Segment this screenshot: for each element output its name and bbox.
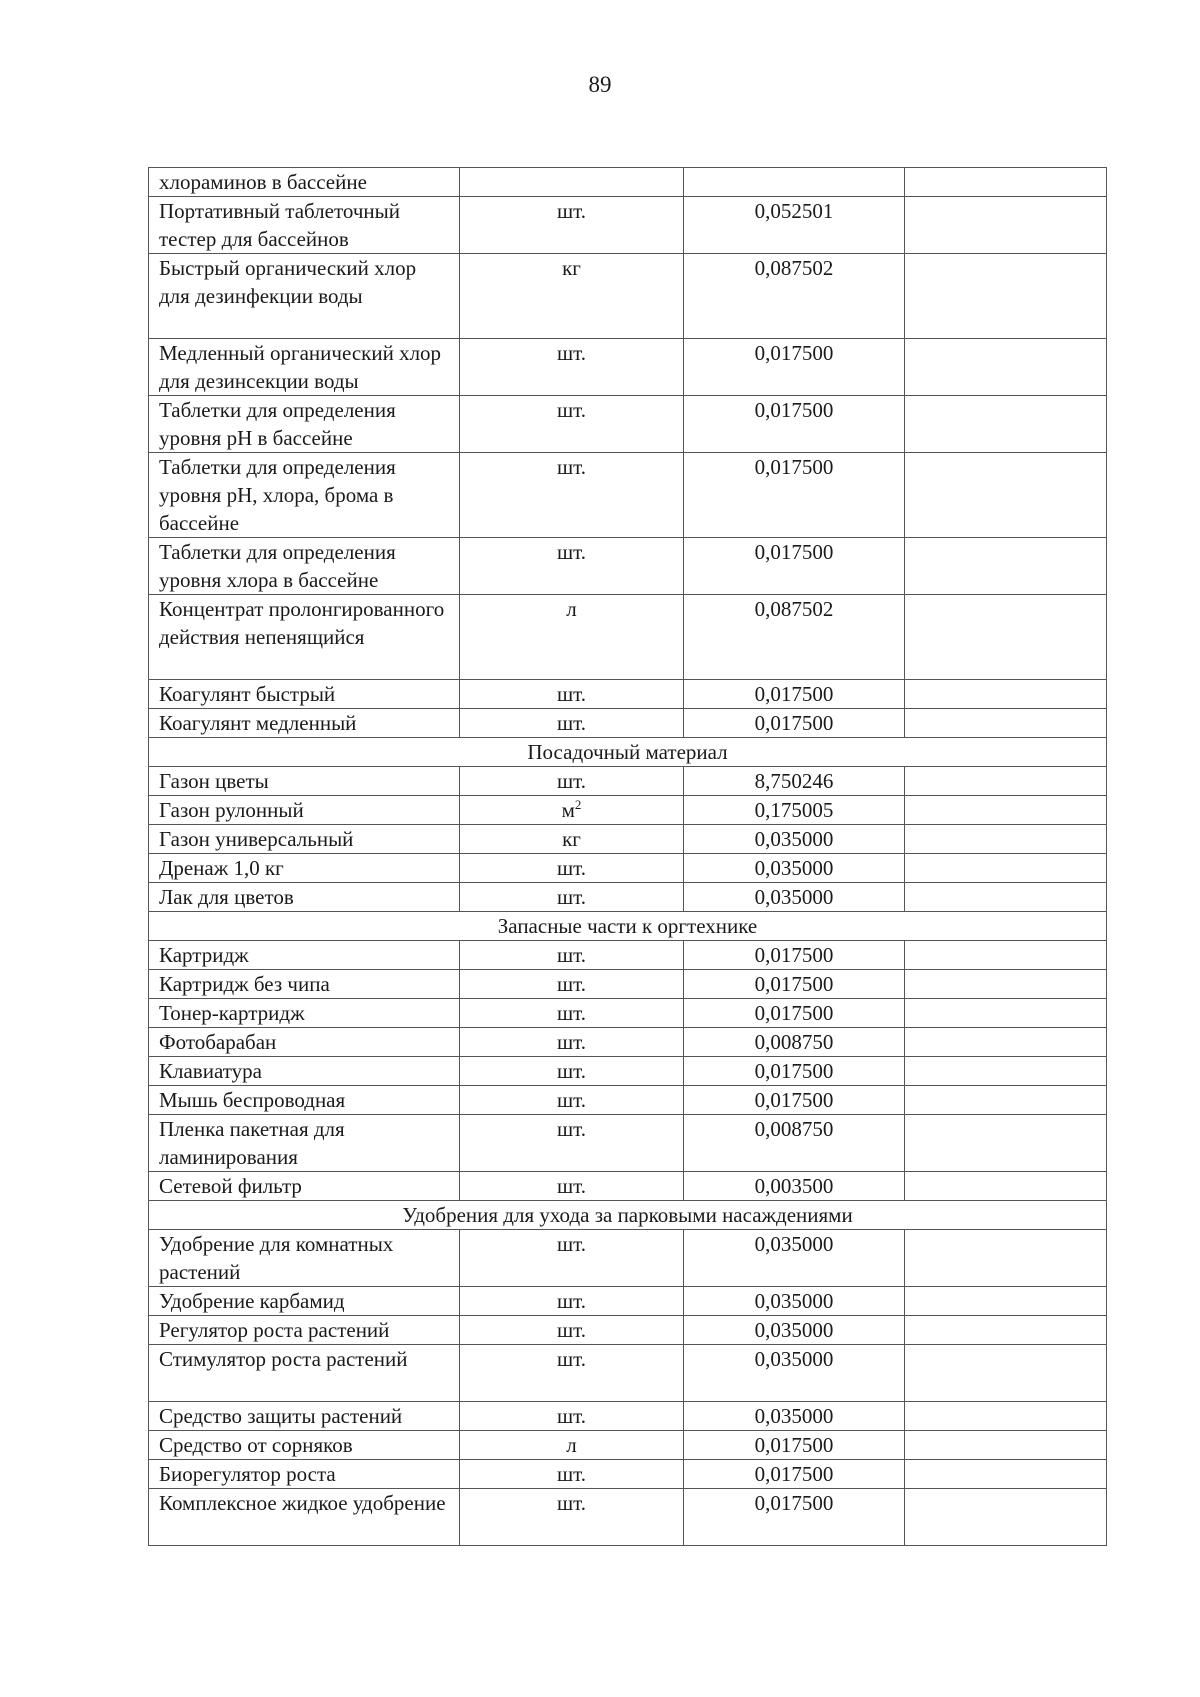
table-row xyxy=(149,796,1107,825)
table-row xyxy=(149,396,1107,453)
item-unit: шт. xyxy=(556,1001,587,1025)
section-header-row xyxy=(149,738,1107,767)
item-quantity: 0,017500 xyxy=(684,941,905,970)
table-row xyxy=(149,825,1107,854)
item-name: Удобрение для комнатных растений xyxy=(149,1230,460,1287)
item-name: Картридж xyxy=(149,941,460,970)
empty-cell xyxy=(905,1402,1107,1431)
table-row xyxy=(149,680,1107,709)
item-quantity: 0,017500 xyxy=(684,1086,905,1115)
item-name: Портативный таблеточный тестер для бассейнов xyxy=(149,197,460,254)
empty-cell xyxy=(905,1172,1107,1201)
table-row xyxy=(149,453,1107,538)
item-unit-cell xyxy=(460,1316,684,1345)
item-name: Сетевой фильтр xyxy=(149,1172,460,1201)
item-unit: шт. xyxy=(556,199,587,223)
item-quantity: 0,035000 xyxy=(684,1316,905,1345)
item-name: Картридж без чипа xyxy=(149,970,460,999)
item-name: Фотобарабан xyxy=(149,1028,460,1057)
item-unit: шт. xyxy=(556,856,587,880)
empty-cell xyxy=(905,1230,1107,1287)
empty-cell xyxy=(905,1460,1107,1489)
item-quantity: 0,035000 xyxy=(684,1345,905,1402)
table-row xyxy=(149,1345,1107,1402)
empty-cell xyxy=(905,999,1107,1028)
item-name: Лак для цветов xyxy=(149,883,460,912)
item-unit: шт. xyxy=(556,1318,587,1342)
item-name: Таблетки для определения уровня хлора в бассейне xyxy=(149,538,460,595)
item-name: Комплексное жидкое удобрение xyxy=(149,1489,460,1546)
table-row xyxy=(149,767,1107,796)
empty-cell xyxy=(905,538,1107,595)
empty-cell xyxy=(905,1115,1107,1172)
table-row xyxy=(149,999,1107,1028)
item-unit-cell xyxy=(460,709,684,738)
page-number: 89 xyxy=(588,72,612,97)
item-unit: шт. xyxy=(556,943,587,967)
empty-cell xyxy=(905,767,1107,796)
item-unit-cell xyxy=(460,197,684,254)
empty-cell xyxy=(905,595,1107,680)
item-quantity: 0,003500 xyxy=(684,1172,905,1201)
empty-cell xyxy=(905,1316,1107,1345)
table-row xyxy=(149,197,1107,254)
item-name: Таблетки для определения уровня pH в бассейне xyxy=(149,396,460,453)
item-name: Коагулянт медленный xyxy=(149,709,460,738)
item-unit-cell xyxy=(460,1172,684,1201)
item-quantity: 0,017500 xyxy=(684,1489,905,1546)
item-name: Регулятор роста растений xyxy=(149,1316,460,1345)
item-unit-cell xyxy=(460,1460,684,1489)
item-unit: шт. xyxy=(556,1059,587,1083)
item-unit-cell xyxy=(460,1086,684,1115)
item-name: Концентрат пролонгированного действия непенящийся xyxy=(149,595,460,680)
item-unit-cell xyxy=(460,1028,684,1057)
item-name: Дренаж 1,0 кг xyxy=(149,854,460,883)
item-unit: шт. xyxy=(556,682,587,706)
item-unit-cell xyxy=(460,1057,684,1086)
table-row xyxy=(149,339,1107,396)
table-row xyxy=(149,970,1107,999)
empty-cell xyxy=(905,339,1107,396)
item-quantity: 0,035000 xyxy=(684,1402,905,1431)
item-name: Быстрый органический хлор для дезинфекции воды xyxy=(149,254,460,339)
item-unit: л xyxy=(566,1433,577,1457)
item-name: Коагулянт быстрый xyxy=(149,680,460,709)
item-unit-cell xyxy=(460,453,684,538)
item-unit-superscript: 2 xyxy=(574,797,582,812)
empty-cell xyxy=(905,1431,1107,1460)
item-unit-cell xyxy=(460,396,684,453)
item-quantity: 0,017500 xyxy=(684,999,905,1028)
item-quantity: 0,175005 xyxy=(684,796,905,825)
item-unit: шт. xyxy=(556,1232,587,1256)
table-row xyxy=(149,538,1107,595)
item-quantity xyxy=(684,168,905,197)
section-header-row xyxy=(149,912,1107,941)
table-row xyxy=(149,1316,1107,1345)
item-quantity: 0,017500 xyxy=(684,1431,905,1460)
item-unit-cell xyxy=(460,999,684,1028)
table-row xyxy=(149,168,1107,197)
item-unit: шт. xyxy=(556,455,587,479)
empty-cell xyxy=(905,883,1107,912)
item-quantity: 0,035000 xyxy=(684,883,905,912)
item-unit-cell xyxy=(460,168,684,197)
empty-cell xyxy=(905,825,1107,854)
item-unit: шт. xyxy=(556,1174,587,1198)
table-row xyxy=(149,883,1107,912)
item-unit: шт. xyxy=(556,885,587,909)
item-unit-cell xyxy=(460,767,684,796)
item-name: Мышь беспроводная xyxy=(149,1086,460,1115)
item-unit: м xyxy=(561,798,575,822)
item-quantity: 0,017500 xyxy=(684,680,905,709)
item-unit-cell xyxy=(460,854,684,883)
table-row xyxy=(149,1287,1107,1316)
empty-cell xyxy=(905,453,1107,538)
section-title: Запасные части к оргтехнике xyxy=(149,912,1107,941)
item-quantity: 0,052501 xyxy=(684,197,905,254)
item-unit: шт. xyxy=(556,972,587,996)
empty-cell xyxy=(905,168,1107,197)
item-unit-cell xyxy=(460,538,684,595)
empty-cell xyxy=(905,197,1107,254)
section-title: Посадочный материал xyxy=(149,738,1107,767)
item-unit-cell xyxy=(460,1489,684,1546)
item-quantity: 0,035000 xyxy=(684,1230,905,1287)
table-row xyxy=(149,1115,1107,1172)
item-quantity: 0,017500 xyxy=(684,709,905,738)
item-unit-cell xyxy=(460,680,684,709)
item-quantity: 0,035000 xyxy=(684,854,905,883)
item-unit: шт. xyxy=(556,1462,587,1486)
table-row xyxy=(149,1057,1107,1086)
item-quantity: 0,017500 xyxy=(684,1057,905,1086)
empty-cell xyxy=(905,254,1107,339)
item-quantity: 0,035000 xyxy=(684,825,905,854)
item-quantity: 8,750246 xyxy=(684,767,905,796)
table-row xyxy=(149,709,1107,738)
table-row xyxy=(149,1230,1107,1287)
item-quantity: 0,017500 xyxy=(684,396,905,453)
item-name: Биорегулятор роста xyxy=(149,1460,460,1489)
item-unit: шт. xyxy=(556,769,587,793)
item-name: Медленный органический хлор для дезинсекции воды xyxy=(149,339,460,396)
table-row xyxy=(149,1489,1107,1546)
empty-cell xyxy=(905,680,1107,709)
item-unit-cell xyxy=(460,254,684,339)
empty-cell xyxy=(905,1489,1107,1546)
item-name: Клавиатура xyxy=(149,1057,460,1086)
item-name: Стимулятор роста растений xyxy=(149,1345,460,1402)
materials-table xyxy=(148,167,1107,1546)
item-quantity: 0,017500 xyxy=(684,339,905,396)
item-quantity: 0,035000 xyxy=(684,1287,905,1316)
empty-cell xyxy=(905,396,1107,453)
empty-cell xyxy=(905,1028,1107,1057)
section-header-row xyxy=(149,1201,1107,1230)
empty-cell xyxy=(905,1287,1107,1316)
empty-cell xyxy=(905,970,1107,999)
empty-cell xyxy=(905,941,1107,970)
empty-cell xyxy=(905,854,1107,883)
item-unit-cell xyxy=(460,825,684,854)
item-unit: шт. xyxy=(556,1030,587,1054)
item-quantity: 0,087502 xyxy=(684,254,905,339)
item-unit: шт. xyxy=(556,1491,587,1515)
item-quantity: 0,008750 xyxy=(684,1115,905,1172)
table-row xyxy=(149,1402,1107,1431)
item-unit-cell xyxy=(460,941,684,970)
empty-cell xyxy=(905,1057,1107,1086)
item-unit: шт. xyxy=(556,1404,587,1428)
item-name: Пленка пакетная для ламинирования xyxy=(149,1115,460,1172)
item-unit: шт. xyxy=(556,1347,587,1371)
item-unit: кг xyxy=(562,256,581,280)
item-name: Тонер-картридж xyxy=(149,999,460,1028)
item-unit-cell xyxy=(460,1345,684,1402)
item-unit: шт. xyxy=(556,398,587,422)
item-unit: кг xyxy=(562,827,581,851)
item-unit-cell xyxy=(460,1115,684,1172)
item-unit: л xyxy=(566,597,577,621)
item-unit-cell xyxy=(460,796,684,825)
item-unit-cell xyxy=(460,1230,684,1287)
item-name: Средство защиты растений xyxy=(149,1402,460,1431)
table-row xyxy=(149,595,1107,680)
item-unit-cell xyxy=(460,1431,684,1460)
item-name: Таблетки для определения уровня pH, хлора, брома в бассейне xyxy=(149,453,460,538)
table-row xyxy=(149,1431,1107,1460)
item-unit-cell xyxy=(460,970,684,999)
item-unit-cell xyxy=(460,1287,684,1316)
item-unit: шт. xyxy=(556,341,587,365)
section-title: Удобрения для ухода за парковыми насаждениями xyxy=(149,1201,1107,1230)
item-unit: шт. xyxy=(556,540,587,564)
table-row xyxy=(149,1460,1107,1489)
empty-cell xyxy=(905,796,1107,825)
item-unit-cell xyxy=(460,339,684,396)
materials-table-body xyxy=(149,168,1107,1546)
item-name: Газон цветы xyxy=(149,767,460,796)
item-quantity: 0,017500 xyxy=(684,453,905,538)
empty-cell xyxy=(905,1086,1107,1115)
item-unit: шт. xyxy=(556,711,587,735)
item-unit-cell xyxy=(460,595,684,680)
item-unit-cell xyxy=(460,1402,684,1431)
item-unit-cell xyxy=(460,883,684,912)
item-name: Удобрение карбамид xyxy=(149,1287,460,1316)
empty-cell xyxy=(905,1345,1107,1402)
empty-cell xyxy=(905,709,1107,738)
item-quantity: 0,087502 xyxy=(684,595,905,680)
item-name: Газон универсальный xyxy=(149,825,460,854)
item-name: Газон рулонный xyxy=(149,796,460,825)
item-unit: шт. xyxy=(556,1117,587,1141)
item-quantity: 0,008750 xyxy=(684,1028,905,1057)
item-name: Средство от сорняков xyxy=(149,1431,460,1460)
item-quantity: 0,017500 xyxy=(684,1460,905,1489)
table-row xyxy=(149,1172,1107,1201)
table-row xyxy=(149,1086,1107,1115)
item-unit: шт. xyxy=(556,1289,587,1313)
table-row xyxy=(149,854,1107,883)
item-quantity: 0,017500 xyxy=(684,970,905,999)
item-quantity: 0,017500 xyxy=(684,538,905,595)
item-unit: шт. xyxy=(556,1088,587,1112)
item-name: хлораминов в бассейне xyxy=(149,168,460,197)
table-row xyxy=(149,941,1107,970)
table-row xyxy=(149,1028,1107,1057)
table-row xyxy=(149,254,1107,339)
